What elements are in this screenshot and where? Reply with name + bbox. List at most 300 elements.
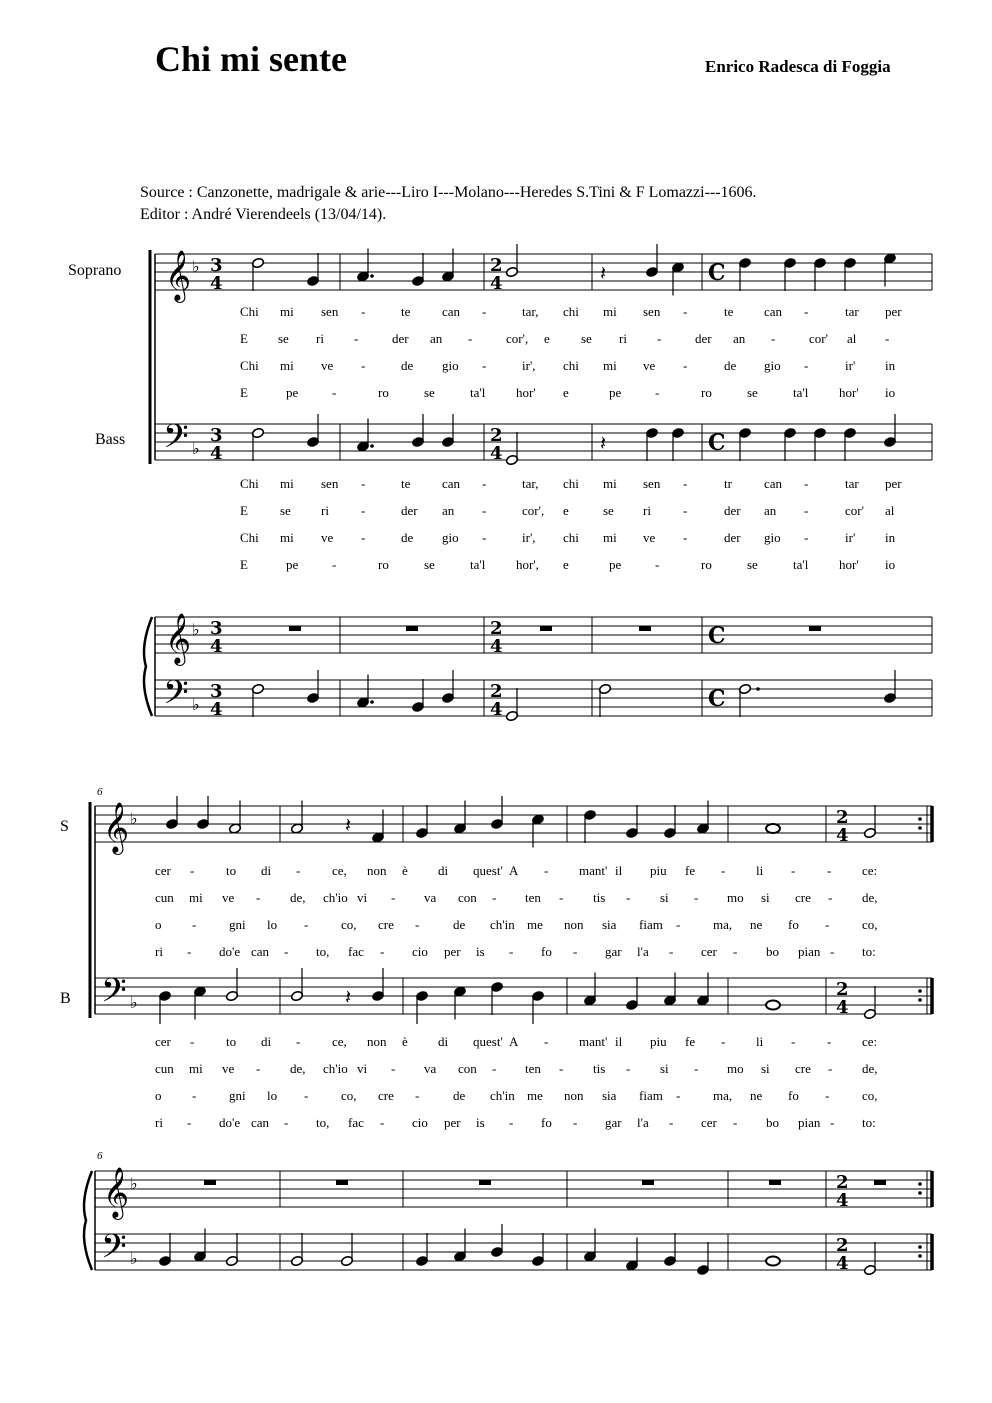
lyric-syllable: chi xyxy=(563,358,579,373)
lyric-syllable: cor', xyxy=(522,503,545,518)
lyric-syllable: - xyxy=(559,1061,564,1076)
staff-label-soprano: Soprano xyxy=(68,262,122,279)
lyric-syllable: - xyxy=(482,304,487,319)
lyric-syllable: li xyxy=(756,1034,764,1049)
lyric-syllable: te xyxy=(724,304,734,319)
lyric-syllable: ten xyxy=(525,890,541,905)
lyric-syllable: - xyxy=(361,358,366,373)
lyric-syllable: se xyxy=(280,503,291,518)
lyric-syllable: an xyxy=(430,331,443,346)
lyric-syllable: - xyxy=(694,1061,699,1076)
lyric-syllable: de, xyxy=(290,890,306,905)
lyric-syllable: - xyxy=(415,917,420,932)
lyric-syllable: de xyxy=(401,358,414,373)
treble-clef-icon: 𝄞 xyxy=(165,250,192,301)
lyric-syllable: mi xyxy=(280,476,294,491)
lyric-syllable: cio xyxy=(412,1115,428,1130)
lyric-syllable: mant' xyxy=(579,863,608,878)
lyric-syllable: Chi xyxy=(240,304,259,319)
lyric-syllable: - xyxy=(296,1034,301,1049)
lyric-syllable: cer xyxy=(155,1034,171,1049)
lyric-syllable: gio xyxy=(764,358,781,373)
lyric-syllable: - xyxy=(830,1115,835,1130)
lyric-syllable: va xyxy=(424,1061,437,1076)
time-signature-number: 2 xyxy=(836,979,849,1000)
lyric-syllable: cor', xyxy=(506,331,529,346)
time-signature-number: 4 xyxy=(836,825,849,846)
lyric-syllable: non xyxy=(564,917,584,932)
lyric-syllable: - xyxy=(187,944,192,959)
lyric-syllable: e xyxy=(563,557,569,572)
lyric-syllable: - xyxy=(804,304,809,319)
lyric-syllable: - xyxy=(827,1034,832,1049)
staff-label-bass: Bass xyxy=(95,431,126,448)
lyric-syllable: an xyxy=(764,503,777,518)
time-signature-number: 2 xyxy=(490,425,503,446)
page-title: Chi mi sente xyxy=(155,39,347,79)
time-signature-number: 4 xyxy=(210,636,223,657)
lyric-syllable: per xyxy=(885,304,902,319)
lyric-syllable: Chi xyxy=(240,476,259,491)
lyric-syllable: de, xyxy=(290,1061,306,1076)
lyric-syllable: sen xyxy=(321,476,339,491)
lyric-syllable: ch'io xyxy=(323,890,348,905)
lyric-syllable: ro xyxy=(378,385,389,400)
lyric-syllable: E xyxy=(240,557,248,572)
lyric-syllable: cio xyxy=(412,944,428,959)
time-signature-number: 4 xyxy=(490,699,503,720)
lyric-syllable: ri xyxy=(321,503,329,518)
lyric-syllable: se xyxy=(278,331,289,346)
lyric-syllable: - xyxy=(332,557,337,572)
time-signature-number: 2 xyxy=(836,807,849,828)
lyric-syllable: - xyxy=(468,331,473,346)
lyric-syllable: ma, xyxy=(713,917,733,932)
lyric-syllable: - xyxy=(304,917,309,932)
lyric-syllable: si xyxy=(761,1061,770,1076)
lyric-syllable: to: xyxy=(862,1115,876,1130)
lyric-syllable: can xyxy=(251,944,270,959)
lyric-syllable: ro xyxy=(378,557,389,572)
lyric-syllable: ri xyxy=(316,331,324,346)
lyric-syllable: cer xyxy=(155,863,171,878)
lyric-syllable: - xyxy=(828,1061,833,1076)
lyric-syllable: ten xyxy=(525,1061,541,1076)
measure-rest xyxy=(406,626,418,631)
lyric-syllable: se xyxy=(747,557,758,572)
lyric-syllable: mi xyxy=(603,530,617,545)
lyric-syllable: chi xyxy=(563,530,579,545)
lyric-syllable: do'e xyxy=(219,944,241,959)
lyric-syllable: va xyxy=(424,890,437,905)
time-signature-number: 2 xyxy=(490,681,503,702)
lyric-syllable: - xyxy=(492,890,497,905)
lyric-syllable: co, xyxy=(862,917,878,932)
flat-icon: ♭ xyxy=(130,1249,138,1268)
measure-rest xyxy=(639,626,651,631)
lyric-syllable: - xyxy=(354,331,359,346)
time-signature-number: 4 xyxy=(490,636,503,657)
lyric-syllable: - xyxy=(791,863,796,878)
lyric-syllable: mo xyxy=(727,1061,744,1076)
staff-label-soprano-short: S xyxy=(60,818,69,835)
bass-clef-icon: 𝄢 xyxy=(163,418,189,464)
measure-number: 6 xyxy=(97,1150,103,1162)
lyric-syllable: ve xyxy=(222,890,235,905)
lyric-syllable: pian xyxy=(798,944,821,959)
lyric-syllable: - xyxy=(192,1088,197,1103)
lyric-syllable: in xyxy=(885,530,896,545)
lyric-syllable: - xyxy=(573,944,578,959)
lyric-syllable: fiam xyxy=(639,917,663,932)
quarter-rest-icon: 𝄽 xyxy=(345,985,352,1009)
lyric-syllable: ir', xyxy=(522,358,536,373)
note-dot xyxy=(918,1191,922,1195)
lyric-syllable: l'a xyxy=(637,944,649,959)
lyric-syllable: tar xyxy=(845,476,859,491)
lyric-syllable: an xyxy=(733,331,746,346)
lyric-syllable: fiam xyxy=(639,1088,663,1103)
lyric-syllable: - xyxy=(683,503,688,518)
whole-note xyxy=(766,1257,780,1266)
lyric-syllable: - xyxy=(482,503,487,518)
lyric-syllable: sen xyxy=(643,476,661,491)
lyric-syllable: - xyxy=(626,1061,631,1076)
lyric-syllable: ri xyxy=(155,1115,163,1130)
time-signature-number: 3 xyxy=(210,425,223,446)
lyric-syllable: cre xyxy=(795,1061,811,1076)
lyric-syllable: io xyxy=(885,385,896,400)
lyric-syllable: ta'l xyxy=(470,385,486,400)
note-dot xyxy=(918,1254,922,1258)
lyric-syllable: - xyxy=(284,944,289,959)
flat-icon: ♭ xyxy=(192,257,200,276)
lyric-syllable: se xyxy=(424,385,435,400)
lyric-syllable: - xyxy=(361,530,366,545)
lyric-syllable: - xyxy=(361,476,366,491)
editor-line: Editor : André Vierendeels (13/04/14). xyxy=(140,206,387,223)
lyric-syllable: si xyxy=(660,890,669,905)
time-signature-number: 4 xyxy=(490,443,503,464)
lyric-syllable: mi xyxy=(280,304,294,319)
lyric-syllable: mi xyxy=(603,358,617,373)
lyric-syllable: ce: xyxy=(862,863,878,878)
note-dot xyxy=(370,274,374,278)
lyric-syllable: mi xyxy=(603,304,617,319)
lyric-syllable: vi xyxy=(357,890,368,905)
quarter-rest-icon: 𝄽 xyxy=(600,261,607,285)
common-time-icon: C xyxy=(708,430,726,456)
lyric-syllable: ne xyxy=(750,917,763,932)
measure-rest xyxy=(479,1180,491,1185)
lyric-syllable: - xyxy=(256,890,261,905)
measure-rest xyxy=(809,626,821,631)
lyric-syllable: con xyxy=(458,890,477,905)
lyric-syllable: co, xyxy=(862,1088,878,1103)
lyric-syllable: Chi xyxy=(240,358,259,373)
lyric-syllable: der xyxy=(392,331,409,346)
lyric-syllable: tr xyxy=(724,476,732,491)
lyric-syllable: ch'in xyxy=(490,917,515,932)
lyric-syllable: ri xyxy=(619,331,627,346)
lyric-syllable: ve xyxy=(222,1061,235,1076)
lyric-syllable: mant' xyxy=(579,1034,608,1049)
lyric-syllable: - xyxy=(683,530,688,545)
time-signature-number: 2 xyxy=(490,255,503,276)
staff-label-bass-short: B xyxy=(60,990,71,1007)
lyric-syllable: - xyxy=(655,557,660,572)
lyric-syllable: tar, xyxy=(522,476,539,491)
note-dot xyxy=(918,1182,922,1186)
lyric-syllable: ir' xyxy=(845,358,856,373)
flat-icon: ♭ xyxy=(130,1174,138,1193)
lyric-syllable: mi xyxy=(280,358,294,373)
lyric-syllable: ta'l xyxy=(470,557,486,572)
lyric-syllable: - xyxy=(380,944,385,959)
lyric-syllable: pe xyxy=(286,385,299,400)
lyric-syllable: me xyxy=(527,1088,543,1103)
lyric-syllable: gio xyxy=(764,530,781,545)
lyric-syllable: per xyxy=(444,944,461,959)
lyric-syllable: tis xyxy=(593,1061,606,1076)
lyric-syllable: - xyxy=(391,1061,396,1076)
time-signature-number: 4 xyxy=(836,997,849,1018)
lyric-syllable: E xyxy=(240,331,248,346)
lyric-syllable: te xyxy=(401,476,411,491)
lyric-syllable: mi xyxy=(603,476,617,491)
lyric-syllable: - xyxy=(256,1061,261,1076)
time-signature-number: 4 xyxy=(210,273,223,294)
lyric-syllable: tar, xyxy=(522,304,539,319)
lyric-syllable: piu xyxy=(650,1034,667,1049)
lyric-syllable: ta'l xyxy=(793,557,809,572)
lyric-syllable: can xyxy=(764,476,783,491)
lyric-syllable: - xyxy=(190,863,195,878)
lyric-syllable: can xyxy=(442,304,461,319)
lyric-syllable: sia xyxy=(602,917,617,932)
bass-clef-icon: 𝄢 xyxy=(101,1228,127,1274)
lyric-syllable: cor' xyxy=(845,503,864,518)
lyric-syllable: cre xyxy=(795,890,811,905)
lyric-syllable: is xyxy=(476,1115,485,1130)
lyric-syllable: con xyxy=(458,1061,477,1076)
lyric-syllable: ne xyxy=(750,1088,763,1103)
measure-rest xyxy=(540,626,552,631)
lyric-syllable: io xyxy=(885,557,896,572)
note-dot xyxy=(918,989,922,993)
lyric-syllable: hor' xyxy=(839,557,859,572)
lyric-syllable: non xyxy=(564,1088,584,1103)
note-dot xyxy=(918,826,922,830)
lyric-syllable: der xyxy=(401,503,418,518)
lyric-syllable: tis xyxy=(593,890,606,905)
measure-rest xyxy=(289,626,301,631)
lyric-syllable: de xyxy=(401,530,414,545)
time-signature-number: 2 xyxy=(490,618,503,639)
lyric-syllable: - xyxy=(380,1115,385,1130)
lyric-syllable: - xyxy=(721,1034,726,1049)
lyric-syllable: - xyxy=(544,863,549,878)
lyric-syllable: se xyxy=(424,557,435,572)
whole-note xyxy=(766,824,780,833)
lyric-syllable: can xyxy=(764,304,783,319)
lyric-syllable: ve xyxy=(643,358,656,373)
lyric-syllable: fo xyxy=(788,917,799,932)
lyric-syllable: e xyxy=(563,385,569,400)
lyric-syllable: mi xyxy=(189,890,203,905)
lyric-syllable: - xyxy=(655,385,660,400)
lyric-syllable: - xyxy=(669,1115,674,1130)
lyric-syllable: ta'l xyxy=(793,385,809,400)
lyric-syllable: ch'io xyxy=(323,1061,348,1076)
lyric-syllable: il xyxy=(615,863,623,878)
lyric-syllable: - xyxy=(296,863,301,878)
lyric-syllable: si xyxy=(660,1061,669,1076)
lyric-syllable: - xyxy=(509,944,514,959)
lyric-syllable: - xyxy=(391,890,396,905)
lyric-syllable: di xyxy=(438,863,449,878)
measure-rest xyxy=(874,1180,886,1185)
lyric-syllable: - xyxy=(626,890,631,905)
lyric-syllable: se xyxy=(581,331,592,346)
lyric-syllable: ri xyxy=(643,503,651,518)
lyric-syllable: pe xyxy=(609,385,622,400)
lyric-syllable: se xyxy=(603,503,614,518)
lyric-syllable: can xyxy=(251,1115,270,1130)
lyric-syllable: l'a xyxy=(637,1115,649,1130)
treble-clef-icon: 𝄞 xyxy=(103,1167,130,1218)
lyric-syllable: - xyxy=(559,890,564,905)
note-dot xyxy=(918,817,922,821)
lyric-syllable: cor' xyxy=(809,331,828,346)
lyric-syllable: - xyxy=(828,890,833,905)
lyric-syllable: per xyxy=(444,1115,461,1130)
lyric-syllable: hor' xyxy=(839,385,859,400)
lyric-syllable: fe xyxy=(685,863,696,878)
lyric-syllable: sen xyxy=(321,304,339,319)
lyric-syllable: to xyxy=(226,863,237,878)
lyric-syllable: ir' xyxy=(845,530,856,545)
common-time-icon: C xyxy=(708,260,726,286)
lyric-syllable: - xyxy=(544,1034,549,1049)
lyric-syllable: bo xyxy=(766,1115,779,1130)
lyric-syllable: li xyxy=(756,863,764,878)
lyric-syllable: ma, xyxy=(713,1088,733,1103)
lyric-syllable: - xyxy=(187,1115,192,1130)
whole-note xyxy=(766,1001,780,1010)
lyric-syllable: al xyxy=(885,503,895,518)
lyric-syllable: gio xyxy=(442,530,459,545)
lyric-syllable: - xyxy=(733,944,738,959)
lyric-syllable: de xyxy=(453,1088,466,1103)
flat-icon: ♭ xyxy=(130,993,138,1012)
lyric-syllable: - xyxy=(332,385,337,400)
lyric-syllable: ve xyxy=(321,358,334,373)
lyric-syllable: mi xyxy=(189,1061,203,1076)
note-dot xyxy=(370,700,374,704)
lyric-syllable: Chi xyxy=(240,530,259,545)
lyric-syllable: cun xyxy=(155,890,174,905)
lyric-syllable: quest' xyxy=(473,1034,503,1049)
lyric-syllable: co, xyxy=(341,917,357,932)
lyric-syllable: can xyxy=(442,476,461,491)
quarter-rest-icon: 𝄽 xyxy=(345,813,352,837)
lyric-syllable: - xyxy=(482,358,487,373)
lyric-syllable: chi xyxy=(563,304,579,319)
lyric-syllable: do'e xyxy=(219,1115,241,1130)
lyric-syllable: mi xyxy=(280,530,294,545)
lyric-syllable: cre xyxy=(378,917,394,932)
lyric-syllable: - xyxy=(885,331,890,346)
lyric-syllable: di xyxy=(261,1034,272,1049)
lyric-syllable: cun xyxy=(155,1061,174,1076)
flat-icon: ♭ xyxy=(192,439,200,458)
lyric-syllable: ce: xyxy=(862,1034,878,1049)
time-signature-number: 3 xyxy=(210,255,223,276)
flat-icon: ♭ xyxy=(130,809,138,828)
lyric-syllable: - xyxy=(573,1115,578,1130)
lyric-syllable: - xyxy=(361,503,366,518)
lyric-syllable: gio xyxy=(442,358,459,373)
lyric-syllable: e xyxy=(544,331,550,346)
lyric-syllable: der xyxy=(724,503,741,518)
lyric-syllable: A xyxy=(509,1034,519,1049)
lyric-syllable: gar xyxy=(605,944,622,959)
lyric-syllable: di xyxy=(261,863,272,878)
lyric-syllable: - xyxy=(804,530,809,545)
piano-brace xyxy=(84,1171,92,1270)
lyric-syllable: quest' xyxy=(473,863,503,878)
lyric-syllable: ve xyxy=(321,530,334,545)
lyric-syllable: de xyxy=(724,358,737,373)
time-signature-number: 2 xyxy=(836,1172,849,1193)
time-signature-number: 4 xyxy=(210,699,223,720)
lyric-syllable: A xyxy=(509,863,519,878)
lyric-syllable: - xyxy=(304,1088,309,1103)
bass-clef-icon: 𝄢 xyxy=(101,972,127,1018)
lyric-syllable: vi xyxy=(357,1061,368,1076)
lyric-syllable: o xyxy=(155,917,162,932)
lyric-syllable: - xyxy=(492,1061,497,1076)
lyric-syllable: - xyxy=(825,917,830,932)
lyric-syllable: - xyxy=(804,503,809,518)
lyric-syllable: ce, xyxy=(332,863,347,878)
lyric-syllable: lo xyxy=(267,1088,278,1103)
lyric-syllable: - xyxy=(733,1115,738,1130)
lyric-syllable: ch'in xyxy=(490,1088,515,1103)
lyric-syllable: hor', xyxy=(516,557,539,572)
flat-icon: ♭ xyxy=(192,620,200,639)
lyric-syllable: il xyxy=(615,1034,623,1049)
lyric-syllable: - xyxy=(482,530,487,545)
lyric-syllable: - xyxy=(827,863,832,878)
note-dot xyxy=(756,687,760,691)
lyric-syllable: - xyxy=(361,304,366,319)
lyric-syllable: fo xyxy=(541,1115,552,1130)
lyric-syllable: - xyxy=(825,1088,830,1103)
lyric-syllable: - xyxy=(830,944,835,959)
measure-number: 6 xyxy=(97,786,103,798)
lyric-syllable: - xyxy=(415,1088,420,1103)
lyric-syllable: gni xyxy=(229,1088,246,1103)
lyric-syllable: si xyxy=(761,890,770,905)
lyric-syllable: mo xyxy=(727,890,744,905)
lyric-syllable: di xyxy=(438,1034,449,1049)
lyric-syllable: è xyxy=(402,863,408,878)
time-signature-number: 3 xyxy=(210,618,223,639)
lyric-syllable: fac xyxy=(348,1115,364,1130)
lyric-syllable: cer xyxy=(701,944,717,959)
